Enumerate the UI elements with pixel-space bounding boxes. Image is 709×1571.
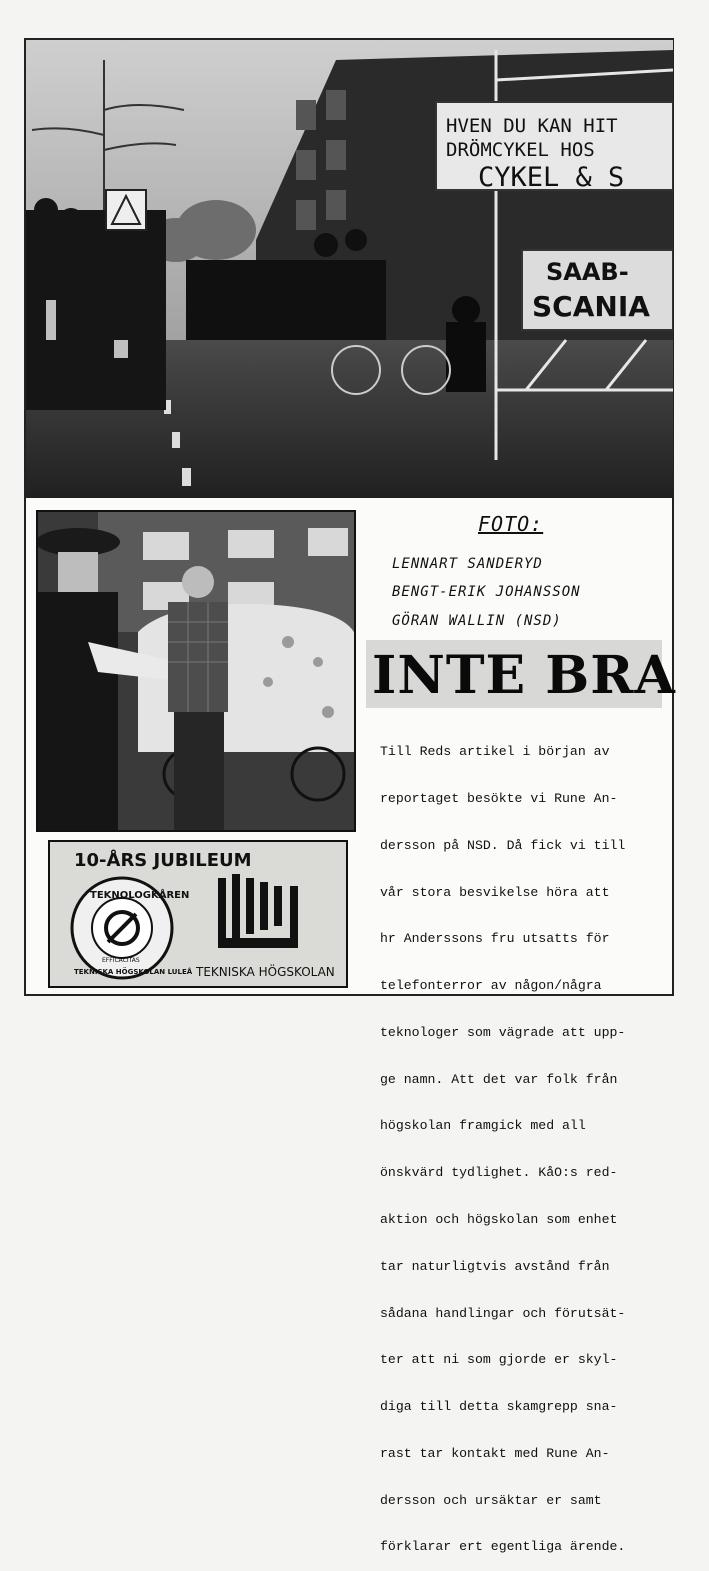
- photo-credit-1: LENNART SANDERYD: [392, 556, 543, 572]
- article-line: högskolan framgick med all: [380, 1118, 586, 1134]
- jubilee-title: 10-ÅRS JUBILEUM: [74, 850, 252, 871]
- banner-line-2: DRÖMCYKEL HOS: [446, 139, 595, 161]
- article-line: Till Reds artikel i början av: [380, 744, 610, 760]
- sign-line-1: SAAB-: [546, 258, 629, 286]
- photo-credit-3: GÖRAN WALLIN (NSD): [392, 613, 562, 629]
- article-line: önskvärd tydlighet. KåO:s red-: [380, 1165, 618, 1181]
- article-line: teknologer som vägrade att upp-: [380, 1024, 626, 1040]
- article-line: vår stora besvikelse höra att: [380, 884, 610, 900]
- photo-credit-2: BENGT-ERIK JOHANSSON: [392, 584, 581, 600]
- banner-line-3: CYKEL & S: [478, 162, 625, 193]
- article-line: reportaget besökte vi Rune An-: [380, 790, 618, 806]
- article-line: ge namn. Att det var folk från: [380, 1071, 618, 1087]
- banner-line-1: HVEN DU KAN HIT: [446, 115, 618, 137]
- parade-photo-drawing: [26, 40, 673, 498]
- jubilee-logo-drawing: [50, 842, 346, 986]
- article-line: telefonterror av någon/några: [380, 978, 602, 994]
- seal-center-text: EFFICACITAS: [102, 957, 140, 964]
- photo-credits-title: FOTO:: [478, 512, 544, 536]
- university-caption: TEKNISKA HÖGSKOLAN: [196, 965, 335, 979]
- article-line: diga till detta skamgrepp sna-: [380, 1399, 618, 1415]
- parade-photo: [26, 40, 673, 498]
- street-photo-drawing: [38, 512, 354, 830]
- article-line: sådana handlingar och förutsät-: [380, 1305, 626, 1321]
- article-line: förklarar ert egentliga ärende.: [380, 1539, 626, 1555]
- article-line: aktion och högskolan som enhet: [380, 1212, 618, 1227]
- jubilee-logo-panel: [48, 840, 348, 988]
- seal-top-text: TEKNOLOGKÅREN: [90, 890, 190, 901]
- article-body: [380, 713, 670, 1571]
- article-line: ter att ni som gjorde er skyl-: [380, 1352, 618, 1368]
- article-line: dersson på NSD. Då fick vi till: [380, 837, 626, 853]
- article-headline: INTE BRA: [372, 645, 676, 706]
- street-photo: [36, 510, 356, 832]
- article-line: dersson och ursäktar er samt: [380, 1492, 602, 1508]
- seal-bottom-text: TEKNISKA HÖGSKOLAN LULEÅ: [74, 968, 193, 976]
- article-line: tar naturligtvis avstånd från: [380, 1258, 610, 1274]
- article-line: hr Anderssons fru utsatts för: [380, 931, 610, 947]
- article-line: rast tar kontakt med Rune An-: [380, 1445, 610, 1461]
- sign-line-2: SCANIA: [532, 290, 650, 323]
